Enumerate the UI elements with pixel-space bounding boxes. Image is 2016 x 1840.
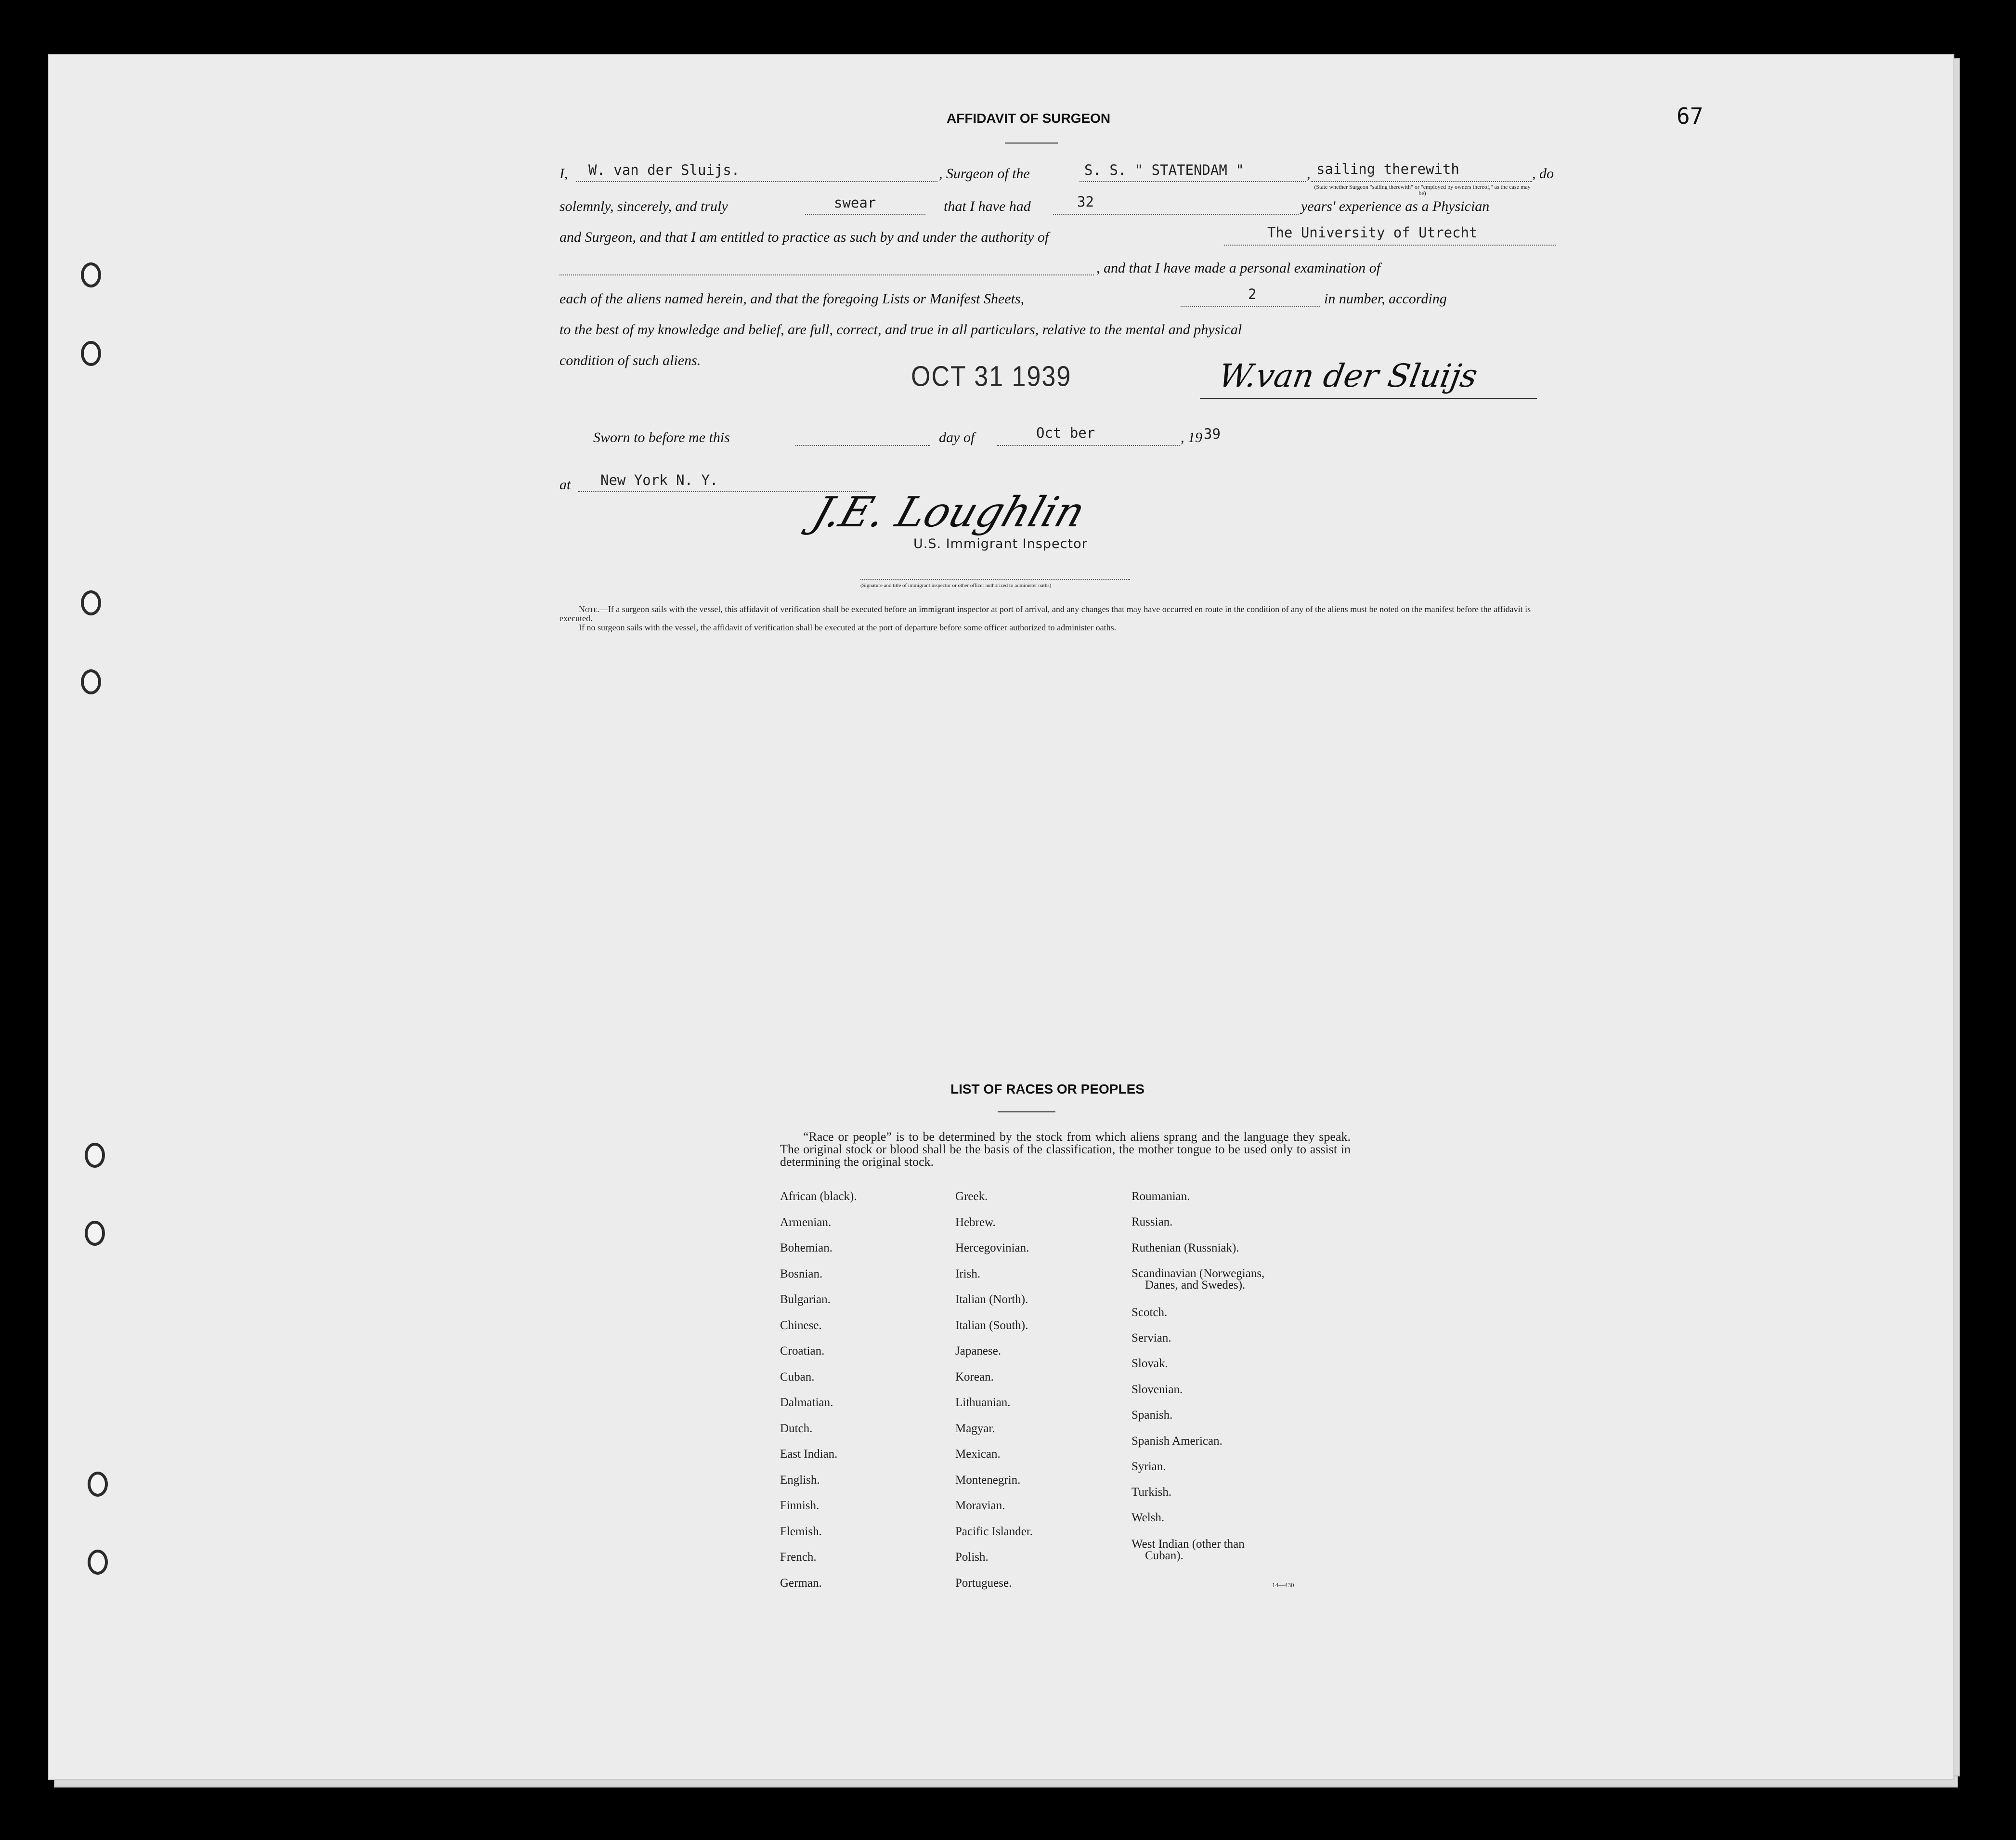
race-entry: Bohemian. xyxy=(780,1241,833,1254)
race-entry: Lithuanian. xyxy=(955,1396,1011,1409)
sheets-line xyxy=(1181,306,1320,307)
affiant-prefix: I, xyxy=(559,166,568,182)
surgeon-signature: W.van der Sluijs xyxy=(1216,357,1481,394)
race-entry: Servian. xyxy=(1132,1331,1171,1344)
experience-text: years' experience as a Physician xyxy=(1301,198,1490,214)
race-entry: Flemish. xyxy=(780,1525,822,1538)
race-entry: Scotch. xyxy=(1132,1306,1168,1319)
solemnly-text: solemnly, sincerely, and truly xyxy=(559,198,728,214)
race-entry: Slovak. xyxy=(1132,1357,1168,1370)
race-entry: Mexican. xyxy=(955,1448,1001,1461)
authority-text: and Surgeon, and that I am entitled to practice as such by and under the authority of xyxy=(559,229,1049,245)
date-stamp: OCT 31 1939 xyxy=(911,360,1072,393)
surgeon-name-line xyxy=(576,181,937,182)
vessel-comma: , xyxy=(1307,166,1311,182)
capacity-line xyxy=(1311,181,1532,182)
binder-hole xyxy=(81,669,101,694)
oath-value: swear xyxy=(834,195,876,211)
capacity-value: sailing therewith xyxy=(1316,161,1459,177)
race-entry: Turkish. xyxy=(1132,1486,1172,1499)
races-heading: LIST OF RACES OR PEOPLES xyxy=(950,1082,1145,1096)
sheets-value: 2 xyxy=(1248,286,1257,302)
years-value: 32 xyxy=(1077,194,1094,210)
race-entry: Croatian. xyxy=(780,1344,825,1357)
do-label: , do xyxy=(1532,166,1554,182)
inspector-title: U.S. Immigrant Inspector xyxy=(913,536,1088,551)
race-entry: Bosnian. xyxy=(780,1267,823,1280)
form-number: 14—430 xyxy=(1272,1581,1294,1589)
sworn-month: Oct ber xyxy=(1036,425,1095,441)
affidavit-heading: AFFIDAVIT OF SURGEON xyxy=(947,111,1111,126)
capacity-note: (State whether Surgeon "sailing therewith" or "employed by owners thereof," as the case may be) xyxy=(1314,183,1531,196)
race-entry: Welsh. xyxy=(1132,1511,1165,1524)
authority-line xyxy=(1224,245,1556,246)
race-entry: Irish. xyxy=(955,1267,981,1280)
race-entry: Japanese. xyxy=(955,1344,1001,1357)
at-place: New York N. Y. xyxy=(600,472,718,488)
race-entry: Hercegovinian. xyxy=(955,1241,1029,1254)
years-line xyxy=(1053,214,1299,215)
race-entry: Danes, and Swedes). xyxy=(1145,1279,1246,1292)
binder-hole xyxy=(88,1550,108,1575)
condition-text: condition of such aliens. xyxy=(559,352,701,368)
in-number-text: in number, according xyxy=(1324,291,1447,307)
race-entry: Dalmatian. xyxy=(780,1396,833,1409)
race-entry: German. xyxy=(780,1577,822,1590)
race-entry: Greek. xyxy=(955,1190,988,1203)
race-entry: Syrian. xyxy=(1132,1460,1166,1473)
note-paragraph-2: If no surgeon sails with the vessel, the affidavit of verification shall be executed at the port of departure before some officer authorized to administer oaths. xyxy=(579,623,1117,632)
binder-hole xyxy=(81,590,101,615)
race-entry: Chinese. xyxy=(780,1319,822,1332)
examination-text: , and that I have made a personal examination of xyxy=(1096,260,1380,276)
sworn-text: Sworn to before me this xyxy=(593,430,730,445)
authority-value: The University of Utrecht xyxy=(1267,224,1478,241)
note-paragraph-1: —If a surgeon sails with the vessel, this affidavit of verification shall be executed before an immigrant inspector at port of arrival, and any changes that may have occurred en route in the condition of any of the aliens must be noted on the manifest before the affidavit is executed. xyxy=(559,604,1531,623)
race-entry: Moravian. xyxy=(955,1499,1005,1512)
inspector-signature-line xyxy=(860,579,1130,580)
race-entry: Portuguese. xyxy=(955,1577,1012,1590)
race-entry: Dutch. xyxy=(780,1422,813,1435)
race-entry: Scandinavian (Norwegians, xyxy=(1132,1267,1265,1280)
sworn-day-line xyxy=(795,445,930,446)
race-entry: Bulgarian. xyxy=(780,1293,831,1306)
race-entry: Spanish. xyxy=(1132,1409,1173,1422)
binder-hole xyxy=(81,262,101,287)
race-entry: English. xyxy=(780,1474,820,1487)
binder-hole xyxy=(88,1472,108,1497)
race-entry: Cuban). xyxy=(1145,1549,1184,1562)
race-entry: Montenegrin. xyxy=(955,1474,1021,1487)
sworn-year: 39 xyxy=(1204,426,1221,442)
have-had-text: that I have had xyxy=(944,198,1031,214)
affidavit-note xyxy=(559,605,1559,632)
sworn-month-line xyxy=(997,445,1180,446)
race-entry: Korean. xyxy=(955,1370,994,1383)
race-entry: Cuban. xyxy=(780,1370,815,1383)
signature-caption: (Signature and title of immigrant inspector or other officer authorized to administer oaths) xyxy=(860,583,1052,588)
race-entry: West Indian (other than xyxy=(1132,1538,1245,1551)
race-entry: Pacific Islander. xyxy=(955,1525,1033,1538)
races-heading-rule xyxy=(998,1111,1055,1112)
vessel-line xyxy=(1080,181,1306,182)
inspector-signature: J.E. Loughlin xyxy=(806,488,1091,536)
oath-line xyxy=(805,214,925,215)
race-entry: Slovenian. xyxy=(1132,1383,1183,1396)
vessel-name: S. S. " STATENDAM " xyxy=(1084,162,1244,178)
binder-hole xyxy=(85,1143,105,1168)
race-entry: Armenian. xyxy=(780,1216,832,1229)
races-intro: “Race or people” is to be determined by the stock from which aliens sprang and the language they speak. The original stock or blood shall be the basis of the classification, the mother tongue to be used only to assist in determining the original stock. xyxy=(780,1130,1351,1169)
heading-rule xyxy=(1005,143,1058,144)
at-label: at xyxy=(559,477,571,493)
race-entry: Roumanian. xyxy=(1132,1190,1190,1203)
race-entry: Polish. xyxy=(955,1551,988,1564)
year-prefix: , 19 xyxy=(1181,430,1202,445)
binder-hole xyxy=(85,1221,105,1246)
page-number: 67 xyxy=(1677,103,1704,129)
document-page xyxy=(48,54,1954,1780)
note-label: Note. xyxy=(579,604,599,614)
authority-continuation-line xyxy=(559,274,1094,275)
binder-hole xyxy=(81,341,101,366)
knowledge-text: to the best of my knowledge and belief, are full, correct, and true in all particulars, relative to the mental and physical xyxy=(559,322,1242,338)
race-entry: Hebrew. xyxy=(955,1216,996,1229)
race-entry: Russian. xyxy=(1132,1215,1173,1228)
race-entry: French. xyxy=(780,1551,817,1564)
race-entry: Ruthenian (Russniak). xyxy=(1132,1241,1239,1254)
manifest-text: each of the aliens named herein, and that the foregoing Lists or Manifest Sheets, xyxy=(559,291,1025,307)
race-entry: Finnish. xyxy=(780,1499,819,1512)
race-entry: African (black). xyxy=(780,1190,857,1203)
surgeon-of-label: , Surgeon of the xyxy=(939,166,1030,182)
surgeon-name: W. van der Sluijs. xyxy=(588,162,740,178)
surgeon-signature-line xyxy=(1200,398,1537,399)
race-entry: East Indian. xyxy=(780,1448,838,1461)
day-of-text: day of xyxy=(939,430,975,445)
race-entry: Magyar. xyxy=(955,1422,995,1435)
race-entry: Italian (North). xyxy=(955,1293,1028,1306)
race-entry: Italian (South). xyxy=(955,1319,1028,1332)
race-entry: Spanish American. xyxy=(1132,1435,1223,1448)
